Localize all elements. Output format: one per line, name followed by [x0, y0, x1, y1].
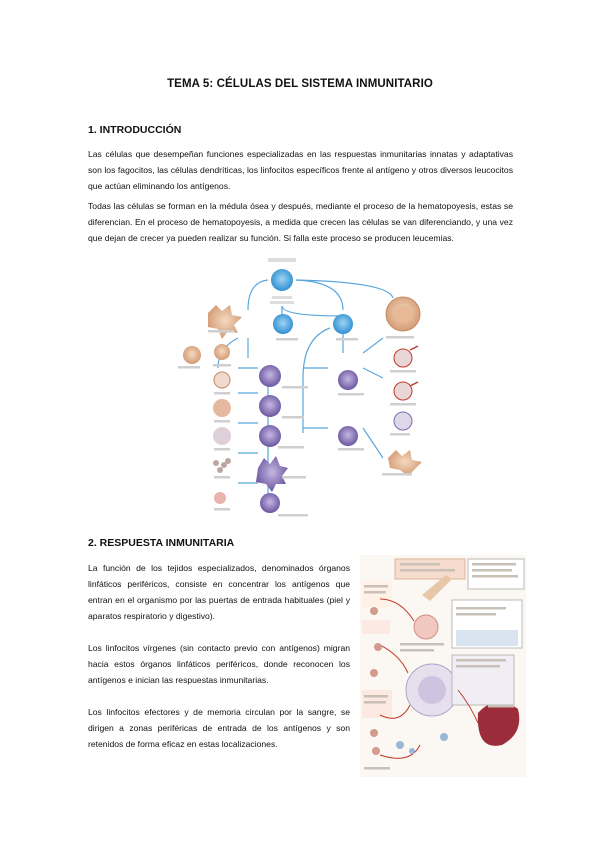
paragraph: Los linfocitos efectores y de memoria circulan por la sangre, se dirigen a zonas periféricas de entrada de los antígenos y son retenidos de forma eficaz en estas localizaciones.: [88, 707, 350, 749]
immune-response-figure: [360, 555, 526, 777]
paragraph: Las células que desempeñan funciones especializadas en las respuestas inmunitarias innatas y adaptativas son los fagocitos, las células dendríticas, los linfocitos específicos frente al antígeno y otros diversos leucocitos que actúan eliminando los antígenos.: [88, 149, 513, 191]
hematopoiesis-figure: [178, 258, 428, 520]
page-title: TEMA 5: CÉLULAS DEL SISTEMA INMUNITARIO: [167, 78, 433, 90]
paragraph: Todas las células se forman en la médula ósea y después, mediante el proceso de la hematopoyesis, estas se diferencian. En el proceso de hematopoyesis, a medida que crecen las células se van diferenciando, y una vez que dejan de crecer ya pueden realizar su función. Si falla este proceso se producen leucemias.: [88, 201, 513, 243]
paragraph: Los linfocitos vírgenes (sin contacto previo con antígenos) migran hacia estos órganos linfáticos periféricos, donde reconocen los antígenos e inician las respuestas inmunitarias.: [88, 643, 350, 685]
paragraph: La función de los tejidos especializados, denominados órganos linfáticos periféricos, consiste en concentrar los antígenos que entran en el organismo por las puertas de entrada habituales (piel y aparatos respiratorio y digestivo).: [88, 563, 350, 621]
section-heading-respuesta-inmunitaria: 2. RESPUESTA INMUNITARIA: [88, 537, 235, 549]
section-heading-introduccion: 1. INTRODUCCIÓN: [88, 124, 182, 136]
